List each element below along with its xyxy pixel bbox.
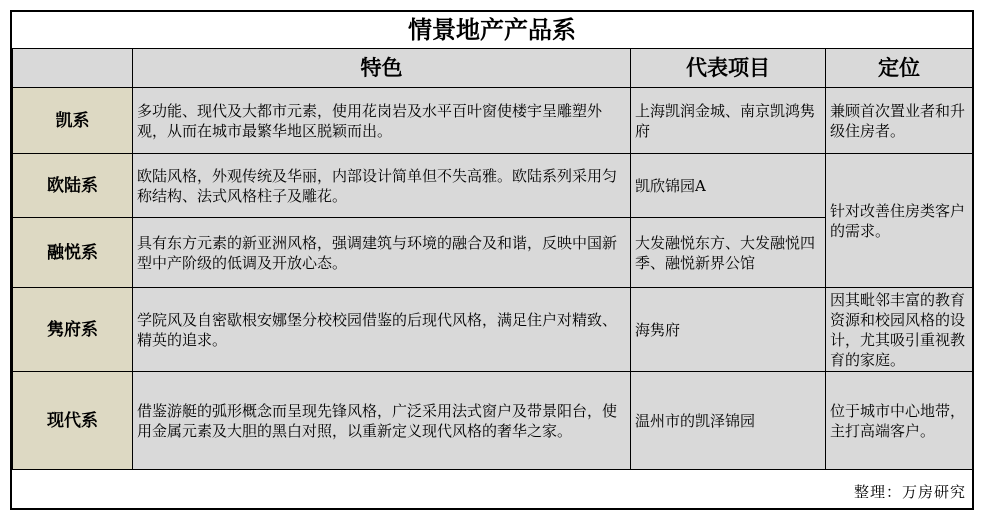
table-row [13, 372, 973, 470]
source-note: 整理：万房研究 [853, 483, 966, 501]
series-name: 融悦系 [13, 218, 133, 288]
header-projects: 代表项目 [631, 49, 826, 88]
header-corner [13, 49, 133, 88]
table-row [13, 88, 973, 154]
positioning-cell: 位于城市中心地带，主打高端客户。 [826, 372, 973, 470]
document-frame [10, 10, 974, 510]
series-name: 欧陆系 [13, 154, 133, 218]
projects-cell: 大发融悦东方、大发融悦四季、融悦新界公馆 [631, 218, 826, 288]
series-name: 隽府系 [13, 288, 133, 372]
footer [12, 472, 972, 508]
series-name: 凯系 [13, 88, 133, 154]
features-cell: 具有东方元素的新亚洲风格，强调建筑与环境的融合及和谐，反映中国新型中产阶级的低调及开放心态。 [133, 218, 631, 288]
features-cell: 欧陆风格，外观传统及华丽，内部设计简单但不失高雅。欧陆系列采用匀称结构、法式风格柱子及雕花。 [133, 154, 631, 218]
header-features: 特色 [133, 49, 631, 88]
table-row [13, 288, 973, 372]
features-cell: 多功能、现代及大都市元素，使用花岗岩及水平百叶窗使楼宇呈雕塑外观，从而在城市最繁华地区脱颖而出。 [133, 88, 631, 154]
positioning-cell: 因其毗邻丰富的教育资源和校园风格的设计，尤其吸引重视教育的家庭。 [826, 288, 973, 372]
page-title: 情景地产产品系 [12, 12, 972, 50]
features-cell: 学院风及自密歇根安娜堡分校校园借鉴的后现代风格，满足住户对精致、精英的追求。 [133, 288, 631, 372]
projects-cell: 温州市的凯泽锦园 [631, 372, 826, 470]
series-name: 现代系 [13, 372, 133, 470]
table-row [13, 154, 973, 218]
header-positioning: 定位 [826, 49, 973, 88]
features-cell: 借鉴游艇的弧形概念而呈现先锋风格，广泛采用法式窗户及带景阳台，使用金属元素及大胆的黑白对照，以重新定义现代风格的奢华之家。 [133, 372, 631, 470]
product-series-table [12, 48, 973, 470]
projects-cell: 海隽府 [631, 288, 826, 372]
positioning-cell: 兼顾首次置业者和升级住房者。 [826, 88, 973, 154]
positioning-cell: 针对改善住房类客户的需求。 [826, 154, 973, 288]
header-row [13, 49, 973, 88]
projects-cell: 凯欣锦园A [631, 154, 826, 218]
projects-cell: 上海凯润金城、南京凯鸿隽府 [631, 88, 826, 154]
